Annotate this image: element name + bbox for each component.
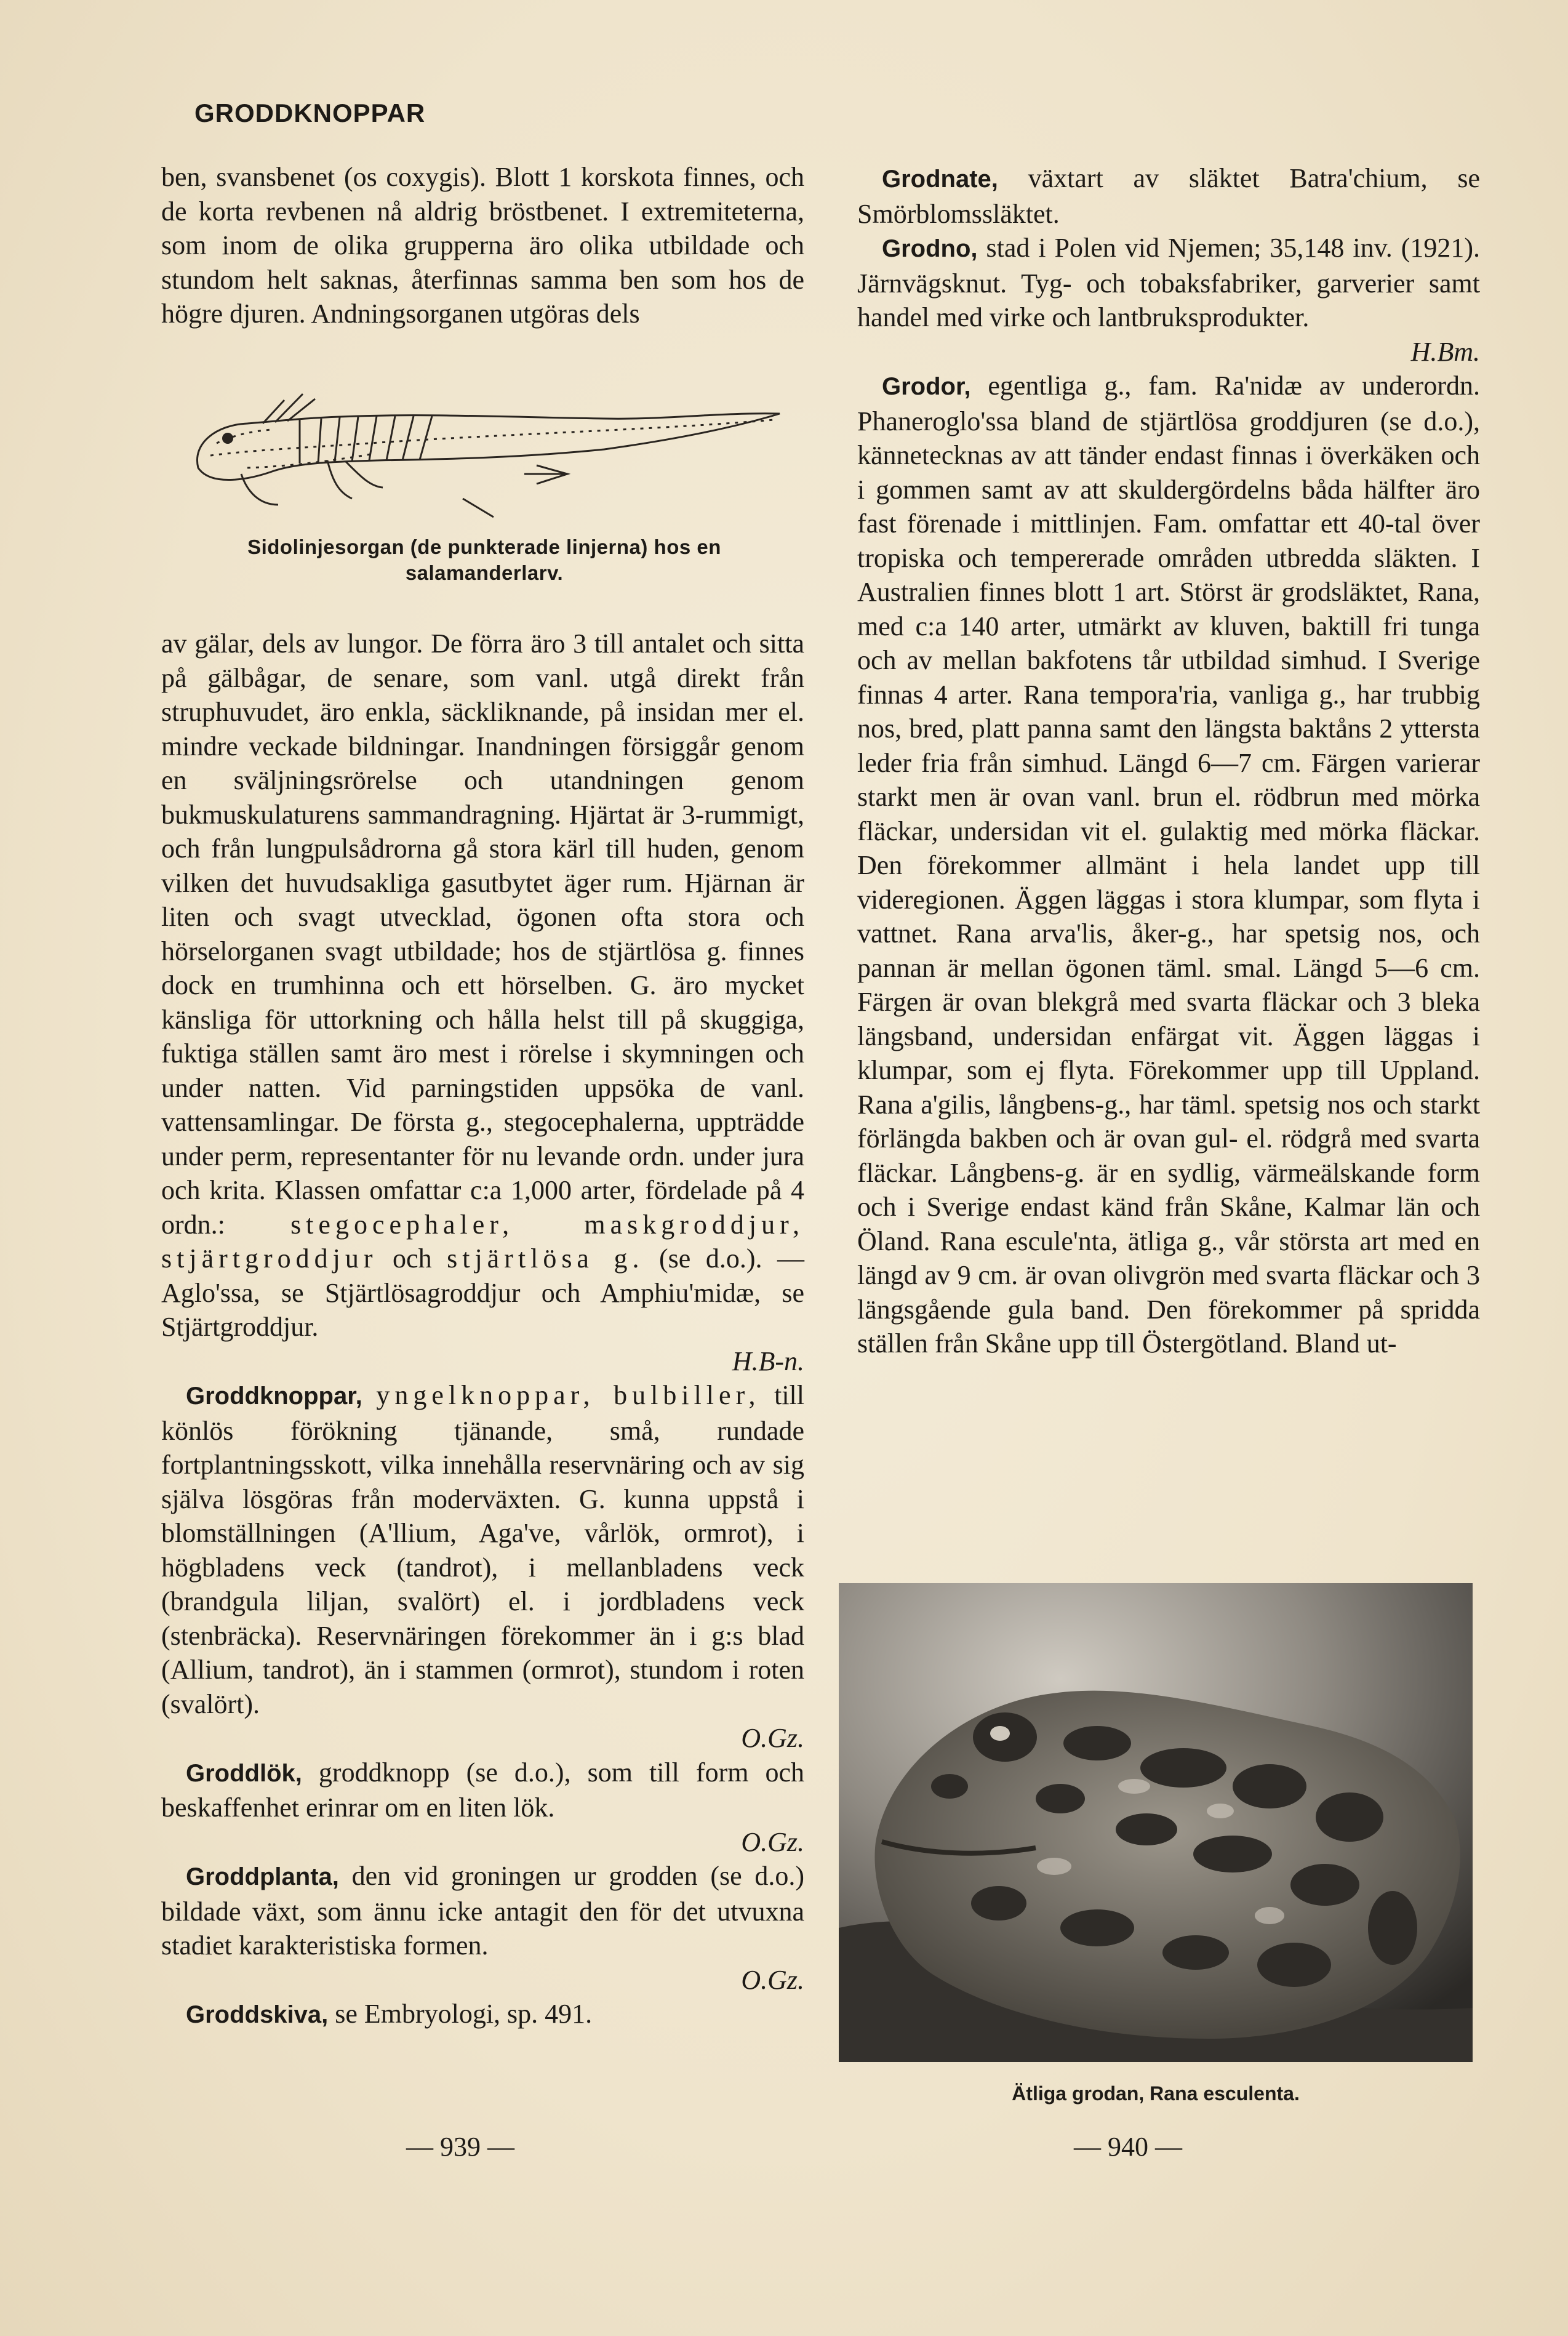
- figure1-caption: Sidolinjesorgan (de punkterade linjerna) hos en salamanderlarv.: [247, 536, 721, 584]
- left-column-body: [161, 627, 804, 2033]
- headword-grodno: Grodno,: [882, 235, 978, 262]
- figure2-caption: Ätliga grodan, Rana esculenta.: [1012, 2082, 1300, 2105]
- synonyms-groddknoppar: yngelknoppar, bulbiller,: [376, 1380, 761, 1410]
- entry-grodor: [857, 369, 1480, 1361]
- left-column-top: [161, 160, 804, 331]
- entry-groddknoppar: [161, 1378, 804, 1756]
- frog-photo-render: [839, 1583, 1473, 2062]
- right-column: [857, 161, 1480, 1361]
- text-groddknoppar: till könlös förökning tjänande, små, rundade fortplantningsskott, vilka innehålla reservnäring och av sig själva lösgöras från moderväxten. G. kunna uppstå i blomställningen (A'llium, Aga've, vårlök, ormrot), i högbladens veck (tandrot), i mellanbladens veck (brandgula liljan, svalört) el. i jordbladens veck (stenbräcka). Reservnäringen förekommer än i g:s blad (Allium, tandrot), än i stammen (ormrot), stundom i roten (svalört).: [161, 1380, 805, 1719]
- text-grodnate: växtart av släktet Batra'chium, se Smörblomssläktet.: [857, 163, 1481, 229]
- left-top-paragraph: ben, svansbenet (os coxygis). Blott 1 korskota finnes, och de korta revbenen nå aldrig bröstbenet. I extremiteterna, som inom de olika grupperna äro olika utbildade och stundom helt saknas, återfinnas samma ben som hos de högre djuren. Andningsorganen utgöras dels: [161, 162, 804, 329]
- text-grodor: egentliga g., fam. Ra'nidæ av underordn. Phaneroglo'ssa bland de stjärtlösa groddjuren (se d.o.), kännetecknas av att tänder endast finnas i överkäken och i gommen samt av att skuldergördelns båda hälfter äro fast förenade i mittlinjen. Fam. omfattar ett 40-tal över tropiska och tempererade områden utbredda släkten. I Australien finnes blott 1 art. Störst är grodsläktet, Rana, med c:a 140 arter, utmärkt av kluven, baktill fri tunga och av mellan bakfotens tår utbildad simhud. I Sverige finnas 4 arter. Rana tempora'ria, vanliga g., har trubbig nos, bred, platt panna samt den längsta baktåns 2 yttersta leder fria från simhud. Längd 6—7 cm. Färgen varierar starkt men är ovan vanl. brun el. rödbrun med mörka fläckar, undersidan vit el. gulaktig med mörka fläckar. Den förekommer allmänt i hela landet upp till videregionen. Äggen läggas i stora klumpar, som flyta i vattnet. Rana arva'lis, åker-g., har spetsig nos, och pannan är mellan ögonen täml. smal. Längd 5—6 cm. Färgen är ovan blekgrå med svarta fläckar och 3 bleka längsband, undersidan enfärgat vit. Äggen läggas i klumpar, som ej flyta. Förekommer upp till Uppland. Rana a'gilis, långbens-g., har täml. spetsig nos och starkt förlängda bakben och är ovan gul- el. rödgrå med svarta fläckar. Långbens-g. är en sydlig, värmeälskande form och i Sverige endast känd från Skåne, Kalmar län och Öland. Rana escule'nta, ätliga g., vår största art med en längd av 9 cm. är ovan olivgrön med svarta fläckar och 3 längsgående gula band. Den förekommer på spridda ställen från Skåne upp till Östergötland. Bland ut-: [857, 371, 1480, 1359]
- order-names: stegocephaler, maskgroddjur, stjärtgroddjur: [161, 1209, 804, 1274]
- headword-grodor: Grodor,: [882, 373, 971, 400]
- entry-groddlok: [161, 1756, 804, 1860]
- signature-hbm: H.Bm.: [1410, 336, 1480, 367]
- headword-groddknoppar: Groddknoppar,: [186, 1383, 362, 1410]
- frog-photograph: [839, 1583, 1473, 2062]
- salamander-larva-illustration: [174, 382, 789, 523]
- headword-groddplanta: Groddplanta,: [186, 1863, 339, 1890]
- gills-text: av gälar, dels av lungor. De förra äro 3 till antalet och sitta på gälbågar, de senare, som vanl. utgå direkt från struphuvudet, äro enkla, säckliknande, på insidan mer el. mindre veckade bildningar. Inandningen försiggår genom en sväljningsrörelse och utandningen genom bukmuskulaturens sammandragning. Hjärtat är 3-rummigt, och från lungpulsådrorna gå stora kärl till huden, genom vilken det huvudsakliga gasutbytet äger rum. Hjärnan är liten och svagt utvecklad, ögonen ofta stora och hörselorganen svagt utbildade; hos de stjärtlösa g. finnes dock en trumhinna och ett hörselben. G. äro mycket känsliga för uttorkning och hålla helst till på skuggiga, fuktiga ställen samt äro mest i rörelse i skymningen och under natten. Vid parningstiden uppsöka de vanl. vattensamlingar. De första g., stegocephalerna, uppträdde under perm, representanter för nu levande ordn. under jura och krita. Klassen omfattar c:a 1,000 arter, fördelade på 4 ordn.:: [161, 628, 804, 1240]
- entry-grodno: [857, 231, 1480, 369]
- signature-ogz-1: O.Gz.: [741, 1723, 804, 1753]
- entry-grodnate: [857, 161, 1480, 231]
- page-number-left: — 939 —: [406, 2132, 514, 2162]
- signature-ogz-3: O.Gz.: [741, 1964, 804, 1995]
- entry-groddskiva: [161, 1997, 804, 2033]
- headword-groddskiva: Groddskiva,: [186, 2001, 329, 2028]
- headword-grodnate: Grodnate,: [882, 166, 998, 193]
- signature-hbn: H.B-n.: [732, 1346, 804, 1376]
- page-number-right: — 940 —: [1074, 2132, 1182, 2162]
- entry-groddplanta: [161, 1859, 804, 1997]
- text-groddlok: groddknopp (se d.o.), som till form och beskaffenhet erinrar om en liten lök.: [161, 1757, 804, 1823]
- order-name-4: stjärtlösa g.: [447, 1243, 644, 1274]
- och-word: och: [393, 1243, 432, 1274]
- signature-ogz-2: O.Gz.: [741, 1826, 804, 1857]
- text-groddplanta: den vid groningen ur grodden (se d.o.) bildade växt, som ännu icke antagit den för det utvuxna stadiet karakteristiska formen.: [161, 1861, 805, 1961]
- text-grodno: stad i Polen vid Njemen; 35,148 inv. (1921). Järnvägsknut. Tyg- och tobaksfabriker, garverier samt handel med virke och lantbruksprodukter.: [857, 233, 1480, 332]
- gills-tail: (se d.o.). — Aglo'ssa, se Stjärtlösagroddjur och Amphiu'midæ, se Stjärtgroddjur.: [161, 1243, 805, 1342]
- gills-paragraph: [161, 627, 804, 1378]
- text-groddskiva: se Embryologi, sp. 491.: [335, 1999, 593, 2029]
- headword-groddlok: Groddlök,: [186, 1759, 302, 1787]
- running-head: GRODDKNOPPAR: [194, 98, 426, 127]
